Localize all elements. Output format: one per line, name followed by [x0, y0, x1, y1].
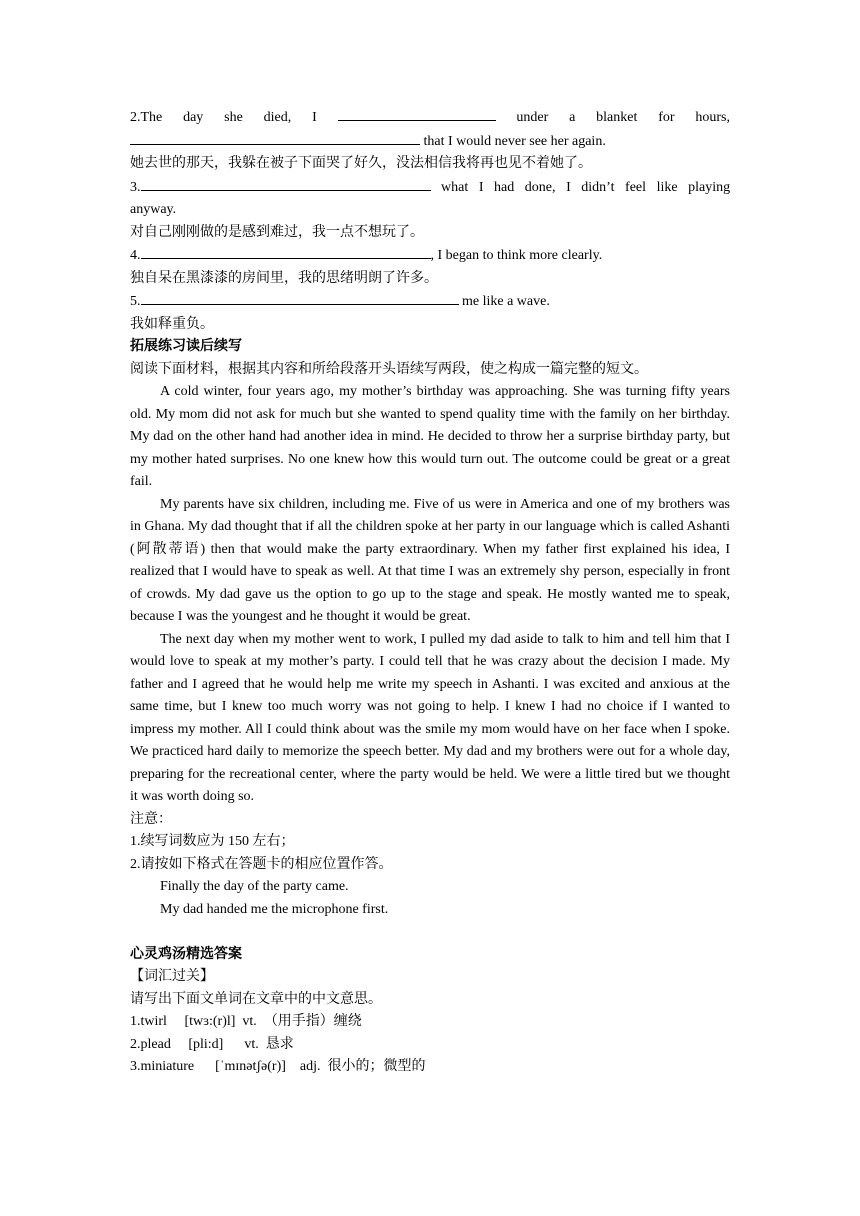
q3-word: what	[441, 179, 469, 195]
q2-blank-1[interactable]	[338, 106, 496, 121]
note-1: 1.续写词数应为 150 左右；	[130, 834, 295, 849]
q2-chinese: 她去世的那天，我躲在被子下面哭了好久，没法相信我将再也见不着她了。	[130, 156, 592, 171]
q4-line	[130, 244, 730, 268]
q2-word: under	[516, 110, 549, 125]
q3-word: like	[656, 179, 678, 195]
q3-word: I	[478, 179, 484, 195]
extension-heading: 拓展练习读后续写	[130, 339, 242, 354]
document-body	[130, 106, 730, 1079]
q2-blank-2[interactable]	[130, 130, 420, 145]
q3-line2: anyway.	[130, 202, 177, 217]
notes-label: 注意：	[130, 811, 172, 827]
q2-word: blanket	[596, 110, 638, 125]
story-paragraph-1: A cold winter, four years ago, my mother’s birthday was approaching. She was turning fifty years old. My mom did not ask for much but she wanted to spend quality time with the family on her birthday. My dad on the other hand had another idea in mind. He decided to throw her a surprise birthday party, but my mother hated surprises. No one knew how this would turn out. The outcome could be great or a great fail.	[130, 384, 730, 489]
extension-instruction: 阅读下面材料，根据其内容和所给段落开头语续写两段，使之构成一篇完整的短文。	[130, 361, 648, 377]
q2-word: for	[658, 110, 675, 125]
vocab-pos: adj.	[299, 1059, 321, 1074]
q2-word: a	[569, 110, 576, 125]
q4-chinese: 独自呆在黑漆漆的房间里，我的思绪明朗了许多。	[130, 270, 438, 286]
q2-word: I	[312, 110, 317, 125]
q4-blank[interactable]	[141, 244, 431, 259]
q2-word: hours,	[695, 110, 730, 125]
vocab-row	[130, 1056, 730, 1079]
q2-word: she	[224, 110, 243, 125]
q5-chinese: 我如释重负。	[130, 316, 214, 332]
vocab-row	[130, 1034, 730, 1057]
q3-word: feel	[625, 179, 647, 195]
vocab-meaning: （用手指）缠绕	[263, 1014, 362, 1029]
vocab-pos: vt.	[244, 1036, 259, 1052]
story-paragraph-3: The next day when my mother went to work, I pulled my dad aside to talk to him and tell him that I would love to speak at my mother’s party. I could tell that he was crazy about the decision I made. My father and I agreed that he would help me write my speech in Ashanti. I was excited and anxious at the same time, but I knew too much worry was not going to help. I knew I had no choice if I wanted to impress my mother. All I could think about was the smile my mom would have on her face when I spoke. We practiced hard daily to memorize the speech better. My dad and my brothers were out for a whole day, preparing for the recreational center, where the party would be held. We were a little tired but we thought it was worth doing so.	[130, 631, 730, 804]
q3-line1	[130, 176, 730, 200]
q5-number: 5.	[130, 294, 141, 309]
q2-line2-text: that I would never see her again.	[420, 133, 606, 149]
q3-word: done,	[524, 179, 556, 195]
q3-word: playing	[688, 179, 731, 195]
vocab-meaning: 很小的；微型的	[327, 1059, 426, 1074]
note-2: 2.请按如下格式在答题卡的相应位置作答。	[130, 856, 393, 872]
vocab-instruction: 请写出下面文单词在文章中的中文意思。	[130, 991, 382, 1007]
prompt-2: My dad handed me the microphone first.	[160, 901, 389, 917]
q3-chinese: 对自己刚刚做的是感到难过，我一点不想玩了。	[130, 224, 424, 240]
vocab-word: 2.plead	[130, 1036, 171, 1052]
story-paragraph-2: My parents have six children, including me. Five of us were in America and one of my brothers was in Ghana. My dad thought that if all the children spoke at her party in our language which is called Ashanti (阿散蒂语) then that would make the party extraordinary. When my father first explained his idea, I realized that I would have to speak as well. At that time I was an extremely shy person, especially in front of crowds. My dad gave us the option to go up to the stage and speak. He mostly wanted me to speak, because I was the youngest and he thought it would be great.	[130, 496, 730, 624]
vocab-meaning: 恳求	[265, 1036, 294, 1052]
q3-blank[interactable]	[141, 176, 431, 191]
q4-text: , I began to think more clearly.	[430, 248, 603, 263]
q5-text: me like a wave.	[458, 294, 550, 309]
vocab-row	[130, 1011, 730, 1034]
vocab-section-title: 【词汇过关】	[130, 969, 214, 984]
vocab-word: 3.miniature	[130, 1059, 195, 1074]
q2-word: day	[183, 110, 204, 125]
q2-line1	[130, 106, 730, 130]
vocab-ipa: [ˈmɪnətʃə(r)]	[215, 1059, 286, 1074]
q3-word: had	[494, 179, 515, 195]
vocab-ipa: [pli:d]	[188, 1036, 224, 1052]
q3-word: I	[566, 179, 571, 195]
q3-number: 3.	[130, 179, 141, 195]
answers-heading: 心灵鸡汤精选答案	[130, 946, 242, 962]
q4-number: 4.	[130, 248, 141, 263]
vocab-pos: vt.	[242, 1014, 257, 1029]
vocab-word: 1.twirl	[130, 1014, 167, 1029]
q3-word: didn’t	[581, 179, 615, 195]
q5-blank[interactable]	[141, 290, 459, 305]
q5-line	[130, 290, 730, 314]
q2-number: 2.The	[130, 110, 163, 125]
q2-line2	[130, 130, 730, 154]
q2-word: died,	[263, 110, 292, 125]
prompt-1: Finally the day of the party came.	[160, 879, 349, 894]
vocab-ipa: [twɜ:(r)l]	[184, 1014, 236, 1029]
spacer	[130, 921, 730, 944]
